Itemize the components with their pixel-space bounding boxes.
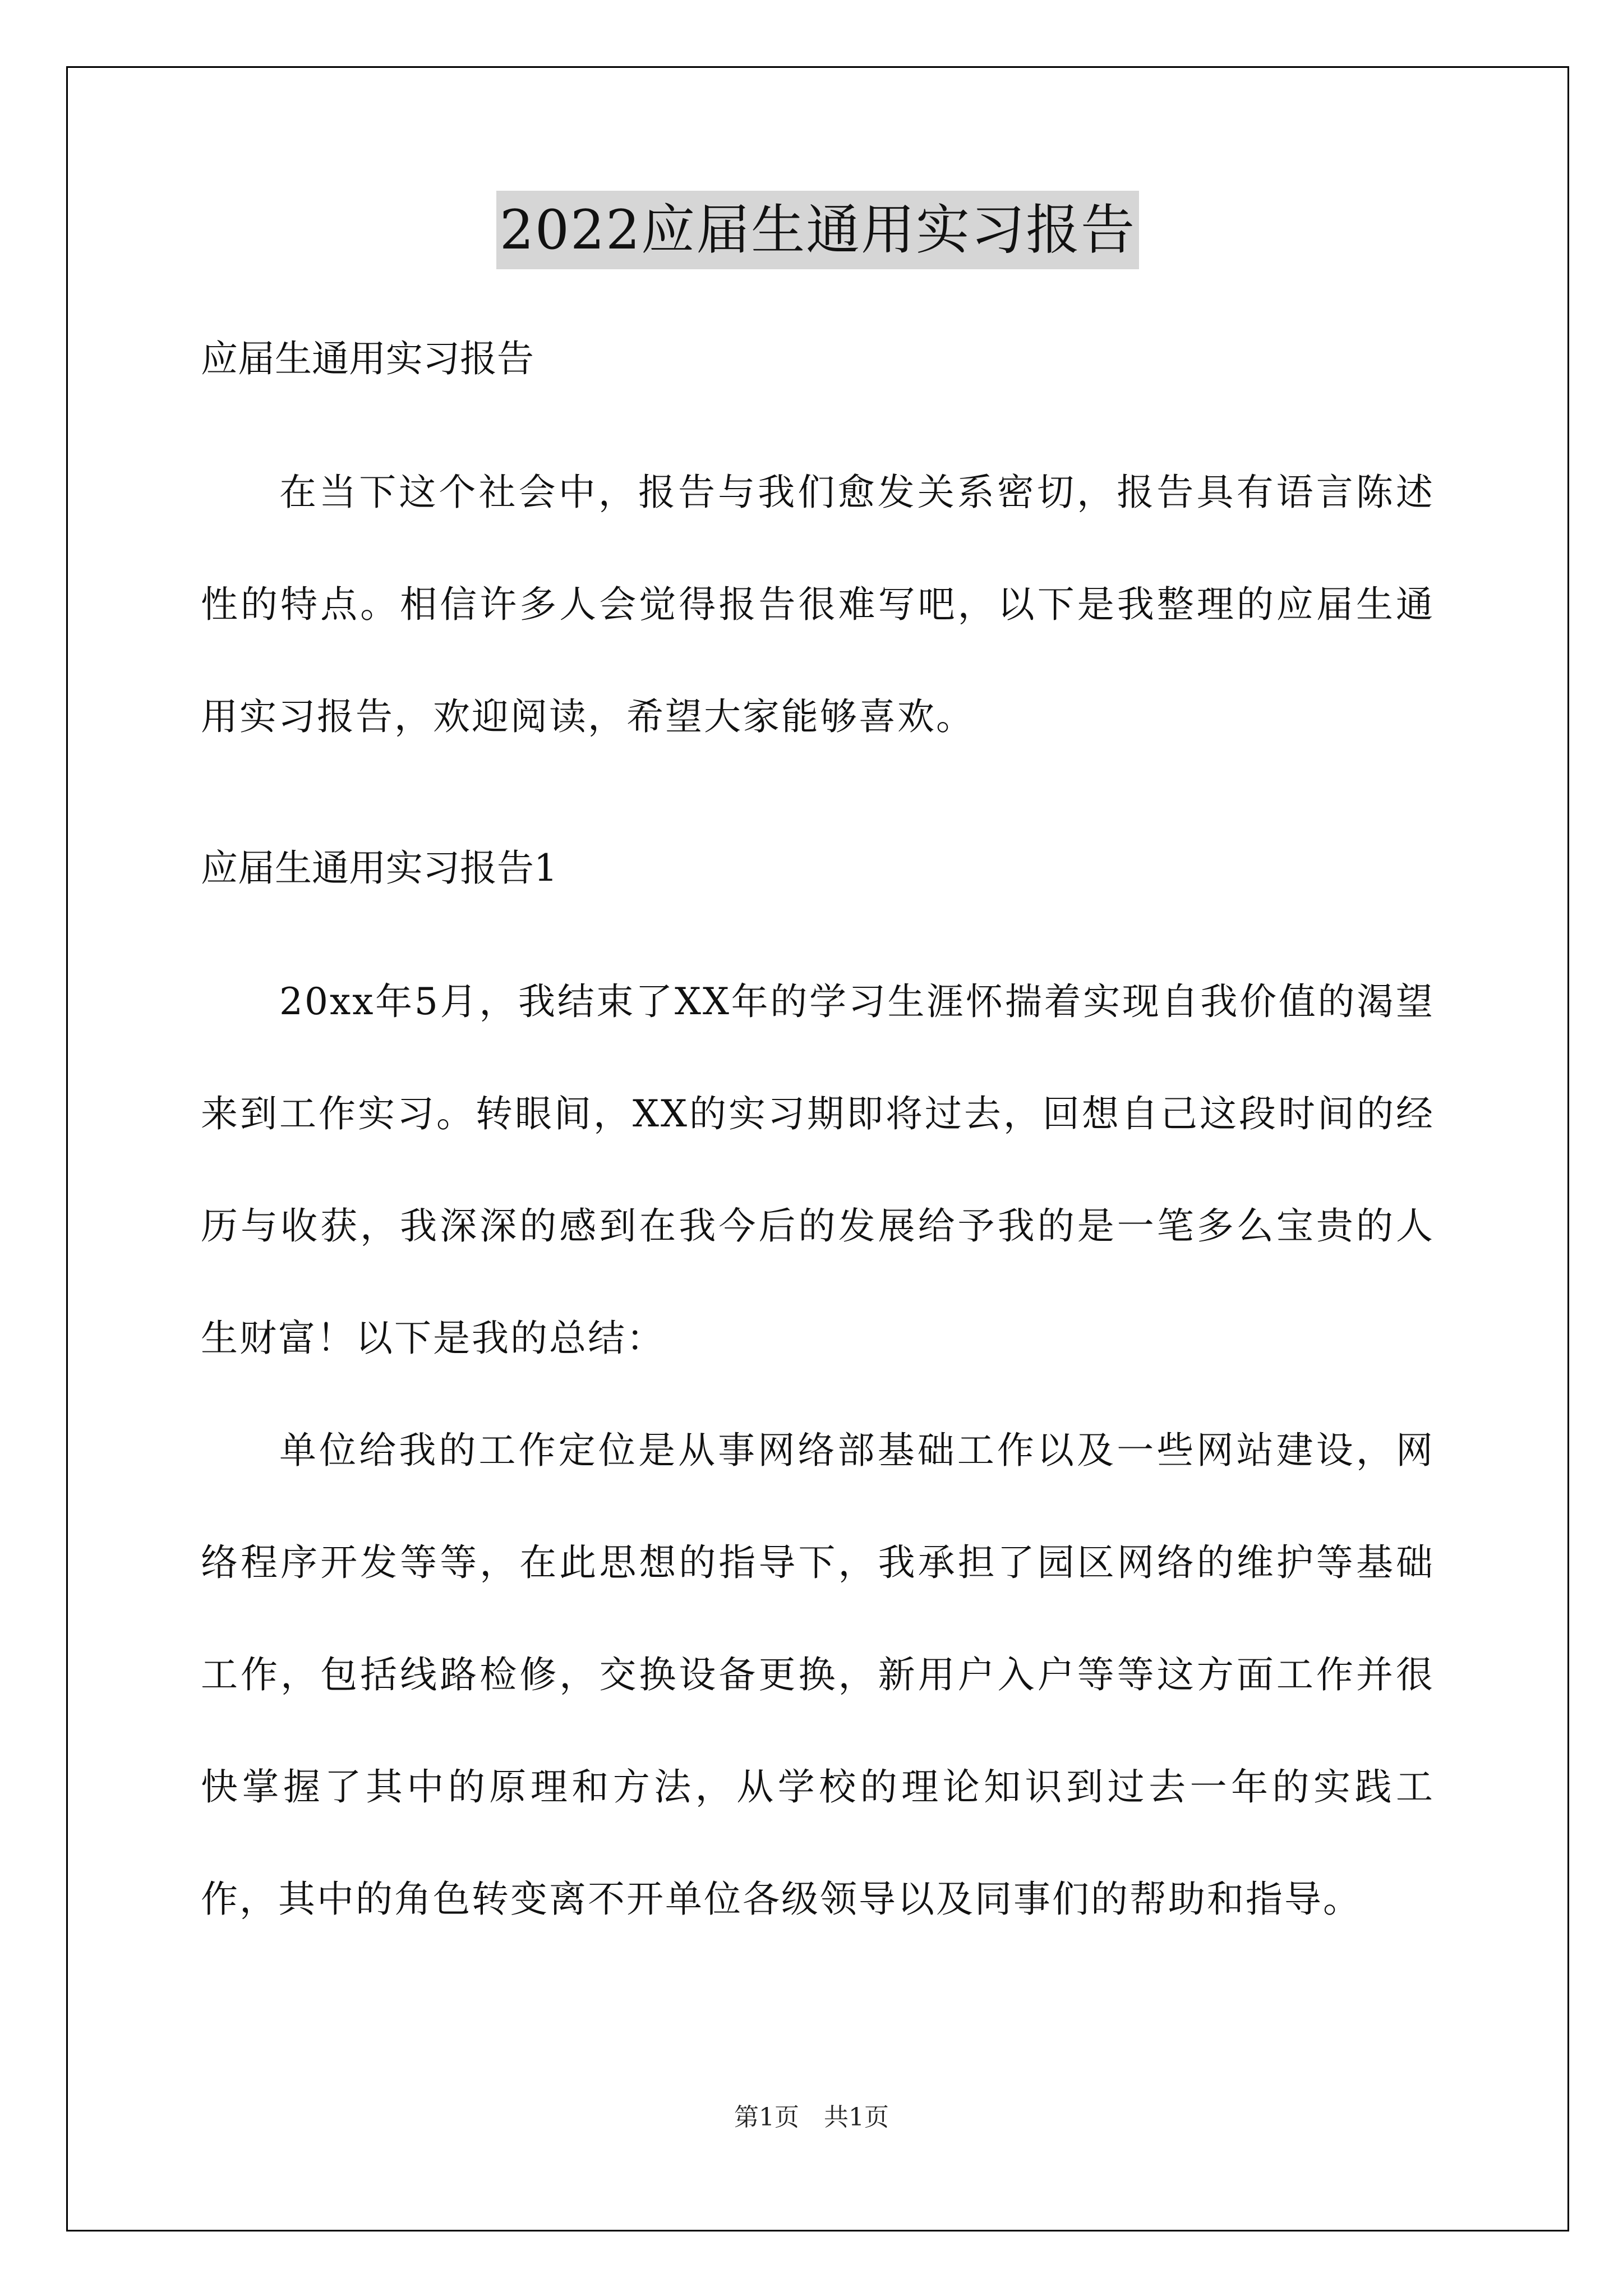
page-footer: 第1页 共1页 [734, 2103, 889, 2132]
document-title: 2022应届生通用实习报告 [496, 191, 1139, 269]
intro-heading: 应届生通用实习报告 [201, 337, 534, 380]
intro-paragraph: 在当下这个社会中，报告与我们愈发关系密切，报告具有语言陈述性的特点。相信许多人会觉得报告很难写吧，以下是我整理的应届生通用实习报告，欢迎阅读，希望大家能够喜欢。 [201, 471, 1435, 738]
title-wrap [201, 191, 1435, 269]
document-body [201, 191, 1435, 1955]
section-heading: 应届生通用实习报告1 [201, 846, 557, 890]
body-paragraph-1: 20xx年5月，我结束了XX年的学习生涯怀揣着实现自我价值的渴望来到工作实习。转眼间，XX的实习期即将过去，回想自己这段时间的经历与收获，我深深的感到在我今后的发展给予我的是一笔多么宝贵的人生财富！以下是我的总结： [201, 980, 1435, 1360]
body-paragraph-2: 单位给我的工作定位是从事网络部基础工作以及一些网站建设，网络程序开发等等，在此思想的指导下，我承担了园区网络的维护等基础工作，包括线路检修，交换设备更换，新用户入户等等这方面工作并很快掌握了其中的原理和方法，从学校的理论知识到过去一年的实践工作，其中的角色转变离不开单位各级领导以及同事们的帮助和指导。 [201, 1429, 1435, 1921]
